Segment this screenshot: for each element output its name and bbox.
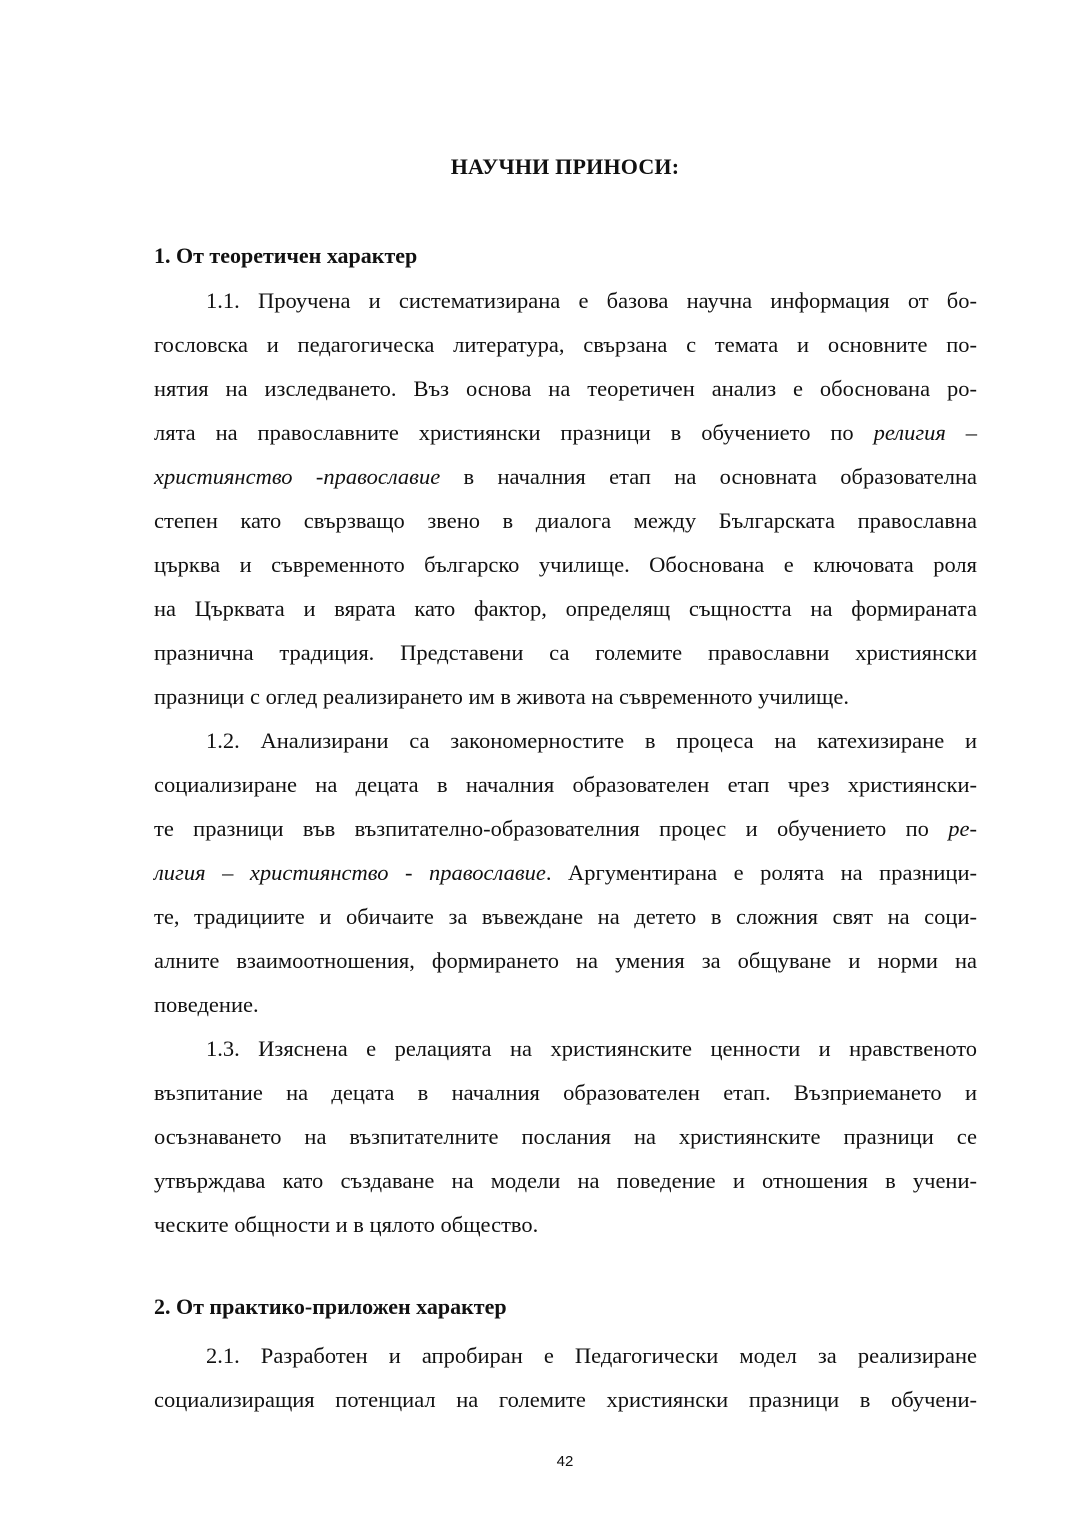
page-number: 42 <box>556 1453 574 1470</box>
paragraph-1-2-line: алните взаимоотношения, формирането на умения за общуване и норми на <box>154 948 977 973</box>
paragraph-2-1-line: социализиращия потенциал на големите християнски празници в обучени- <box>154 1387 977 1412</box>
paragraph-1-1-line <box>154 461 977 493</box>
paragraph-1-1-line: 1.1. Проучена и систематизирана е базова научна информация от бо- <box>206 288 977 313</box>
paragraph-1-2-line: социализиране на децата в началния образователен етап чрез християнски- <box>154 772 977 797</box>
paragraph-1-3-line: 1.3. Изяснена е релацията на християнските ценности и нравственото <box>206 1036 977 1061</box>
paragraph-1-3-line: възпитание на децата в началния образователен етап. Възприемането и <box>154 1080 977 1105</box>
paragraph-1-1-line: празници с оглед реализирането им в живота на съвременното училище. <box>154 684 849 709</box>
paragraph-1-1-line: нятия на изследването. Въз основа на теоретичен анализ е обоснована ро- <box>154 376 977 401</box>
paragraph-1-1-line: на Църквата и вярата като фактор, определящ същността на формираната <box>154 596 977 621</box>
italic-term: християнство -православие <box>154 464 441 489</box>
text-run: те празници във възпитателно-образователния процес и обучението по <box>154 816 949 841</box>
paragraph-1-3-line: ческите общности и в цялото общество. <box>154 1212 539 1237</box>
paragraph-1-3-line: осъзнаването на възпитателните послания на християнските празници се <box>154 1124 977 1149</box>
paragraph-1-3-line: утвърждава като създаване на модели на поведение и отношения в учени- <box>154 1168 977 1193</box>
paragraph-1-2-line: поведение. <box>154 992 259 1017</box>
page-title: НАУЧНИ ПРИНОСИ: <box>450 154 680 179</box>
paragraph-2-1-line: 2.1. Разработен и апробиран е Педагогически модел за реализиране <box>206 1343 977 1368</box>
section-heading-theoretical: 1. От теоретичен характер <box>154 243 418 268</box>
paragraph-1-1-line: гословска и педагогическа литература, свързана с темата и основните по- <box>154 332 977 357</box>
paragraph-1-1-line: празнична традиция. Представени са големите православни християнски <box>154 640 977 665</box>
italic-term: лигия – християнство - православие <box>154 860 546 885</box>
text-run: в началния етап на основната образователна <box>440 464 977 489</box>
paragraph-1-1-line <box>154 417 977 449</box>
italic-term: ре- <box>948 816 977 841</box>
text-run: лята на православните християнски празници в обучението по <box>154 420 874 445</box>
paragraph-1-2-line <box>154 857 977 889</box>
paragraph-1-2-line: 1.2. Анализирани са закономерностите в процеса на катехизиране и <box>206 728 977 753</box>
paragraph-1-2-line: те, традициите и обичаите за въвеждане на детето в сложния свят на соци- <box>154 904 977 929</box>
text-run: . Аргументирана е ролята на празници- <box>545 860 978 885</box>
paragraph-1-1-line: църква и съвременното българско училище. Обоснована е ключовата роля <box>154 552 977 577</box>
paragraph-1-1-line: степен като свързващо звено в диалога между Българската православна <box>154 508 977 533</box>
section-heading-practical: 2. От практико-приложен характер <box>154 1294 507 1319</box>
paragraph-1-2-line <box>154 813 977 845</box>
italic-term: религия – <box>873 420 977 445</box>
